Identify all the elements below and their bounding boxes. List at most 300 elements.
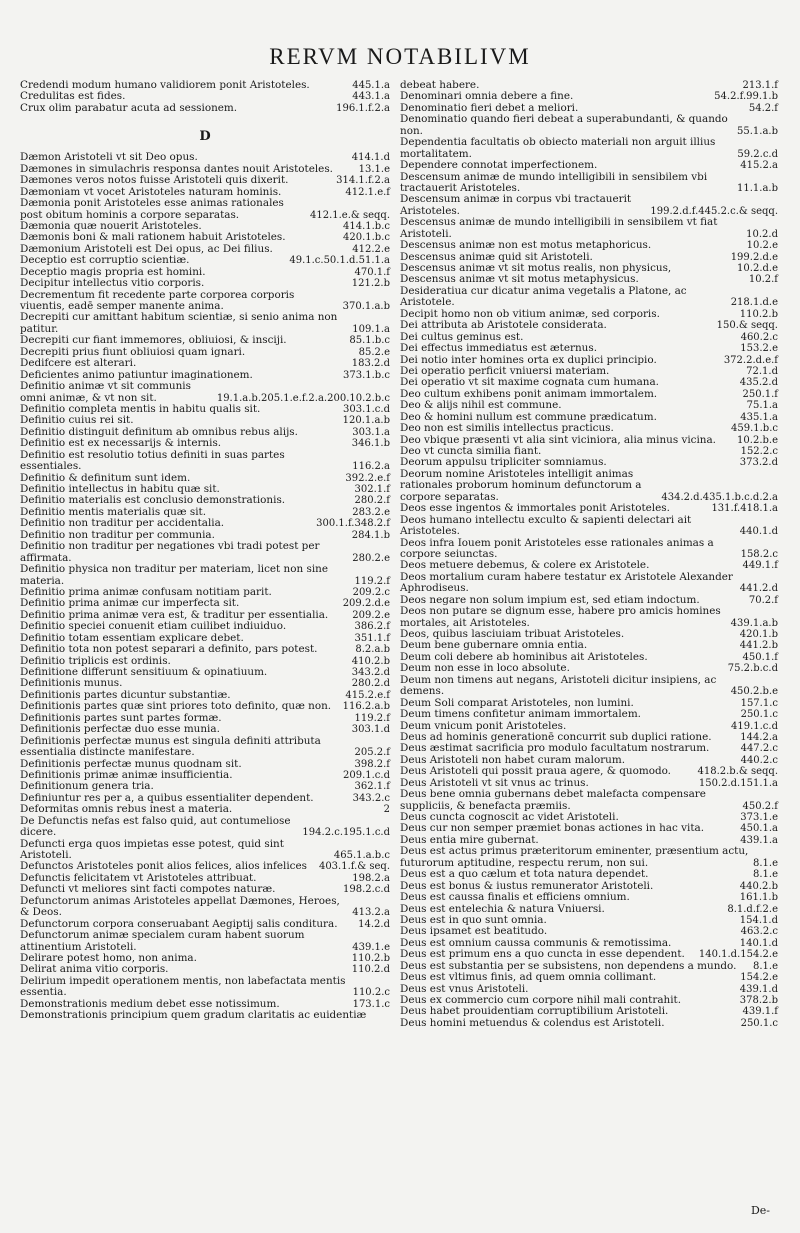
entry-ref: 198.2.a [352, 872, 390, 884]
entry-text: Definitio & definitum sunt idem. [20, 471, 191, 484]
index-entry [20, 1010, 390, 1021]
entry-ref: 343.2.d [351, 667, 390, 678]
entry-text: Deus ad hominis generationē concurrit sub duplici ratione. [400, 730, 712, 743]
entry-ref: 131.f.418.1.a [711, 503, 778, 515]
entry-ref: 110.2.c [352, 987, 390, 999]
entry-text: Deum timens confitetur animam immortalem. [400, 708, 641, 721]
index-entry [400, 1018, 778, 1029]
entry-ref: 373.1.b.c [343, 369, 390, 381]
entry-text: Decipitur intellectus vitio corporis. [20, 277, 205, 290]
index-entry [400, 572, 778, 595]
entry-ref: 119.2.f [354, 712, 390, 724]
entry-text: Deus est substantia per se subsistens, non dependens a mundo. [400, 959, 737, 972]
entry-text: Definitio physica non traditur per materiam, licet non sine materia. [20, 563, 328, 587]
entry-text: Deus est vltimus finis, ad quem omnia collimant. [400, 971, 657, 984]
entry-ref: 420.1.b [739, 629, 778, 640]
entry-text: Dependentia facultatis ob obiecto materiali non arguit illius mortalitatem. [400, 136, 716, 160]
entry-text: Dæmoniam vt vocet Aristoteles naturam hominis. [20, 185, 282, 198]
entry-ref: 415.2.e.f [345, 689, 390, 701]
entry-text: Defuncti erga quos impietas esse potest, quid sint Aristoteli. [20, 837, 284, 861]
entry-text: Deo non est similis intellectus practicus. [400, 422, 614, 435]
catchword: De- [750, 1204, 770, 1217]
entry-ref: 121.2.b [351, 278, 390, 290]
entry-ref: 439.1.d [739, 983, 778, 995]
section-letter: D [199, 129, 211, 145]
entry-text: Dei effectus immediatus est æternus. [400, 342, 597, 355]
index-entry [20, 644, 390, 655]
index-entry [20, 255, 390, 266]
entry-text: Definitio totam essentiam explicare debet. [20, 631, 244, 644]
entry-text: Deos negare non solum impium est, sed etiam indoctum. [400, 593, 700, 606]
entry-ref: 450.1.f [742, 651, 778, 663]
entry-ref: 459.1.b.c [731, 423, 778, 435]
entry-text: Definitio non traditur per accidentalia. [20, 517, 225, 530]
index-entry [400, 286, 778, 309]
entry-ref: 209.1.c.d [343, 769, 390, 781]
entry-text: Dei operatio vt sit maxime cognata cum humana. [400, 376, 659, 389]
left-main-entries [20, 152, 390, 1021]
entry-ref: 70.2.f [748, 594, 778, 606]
entry-ref: 362.1.f [354, 781, 390, 793]
entry-ref: 116.2.a.b [342, 701, 390, 713]
entry-ref: 435.2.d [739, 377, 778, 389]
entry-ref: 10.2.e [746, 240, 778, 252]
entry-text: Deos esse ingentos & immortales ponit Aristoteles. [400, 502, 670, 515]
entry-text: Definitio non traditur per communia. [20, 528, 215, 541]
entry-text: Deus est a quo cælum et tota natura dependet. [400, 868, 649, 881]
entry-ref: 109.1.a [352, 323, 390, 335]
entry-ref: 373.2.d [739, 457, 778, 469]
entry-text: Delirium impedit operationem mentis, non labefactata mentis essentia. [20, 974, 346, 999]
entry-ref: 346.1.b [351, 438, 390, 450]
entry-ref: 419.1.c.d [731, 720, 778, 732]
entry-ref: 2 [383, 804, 390, 816]
entry-ref: 280.2.f [354, 495, 390, 507]
entry-ref: 8.1.e [753, 857, 778, 869]
entry-text: Deus est actus primus præteritorum eminenter, præsentium actu, futurorum aptitudine, respectu rerum, non sui. [400, 845, 749, 869]
index-entry [20, 312, 390, 335]
entry-text: Definitio distinguit definitum ab omnibus rebus alijs. [20, 425, 298, 438]
entry-text: Definitio prima animæ vera est, & traditur per essentialia. [20, 608, 329, 621]
entry-ref: 173.1.c [352, 998, 390, 1010]
entry-ref: 434.2.d.435.1.b.c.d.2.a [661, 491, 778, 503]
index-entry [400, 972, 778, 983]
right-main-entries [400, 80, 778, 1029]
entry-ref: 72.1.d [746, 365, 778, 377]
entry-ref: 450.1.a [740, 823, 778, 835]
entry-text: Denominatio fieri debet a meliori. [400, 101, 579, 114]
entry-ref: 414.1.d [351, 152, 390, 164]
entry-ref: 158.2.c [740, 548, 778, 560]
index-entry [20, 175, 390, 186]
entry-text: Deum bene gubernare omnia entia. [400, 639, 588, 652]
entry-ref: 75.1.a [746, 400, 778, 412]
entry-ref: 439.1.a [740, 834, 778, 846]
entry-text: Demonstrationis medium debet esse notissimum. [20, 997, 280, 1010]
index-entry [400, 709, 778, 720]
entry-ref: 280.2.d [351, 678, 390, 690]
entry-text: Defunctorum animas Aristoteles appellat Dæmones, Heroes, & Deos. [20, 894, 340, 919]
index-entry [400, 538, 778, 561]
entry-ref: 460.2.c [740, 331, 778, 343]
entry-text: Deus cur non semper præmiet bonas actiones in hac vita. [400, 822, 704, 835]
entry-text: Defunctorum corpora conseruabant Aegiptij salis conditura. [20, 917, 338, 930]
entry-text: Deus est bonus & iustus remunerator Aristoteli. [400, 879, 654, 892]
entry-text: Definitionis perfectæ duo esse munia. [20, 723, 220, 736]
entry-ref: 85.2.e [358, 346, 390, 358]
entry-ref: 157.1.c [740, 697, 778, 709]
entry-text: Deos infra Iouem ponit Aristoteles esse rationales animas a corpore seiunctas. [400, 536, 714, 560]
entry-ref: 302.1.f [354, 484, 390, 495]
entry-ref: 54.2.f [748, 102, 778, 114]
entry-text: Definitionis perfectæ munus quodnam sit. [20, 757, 242, 770]
entry-text: Dei cultus geminus est. [400, 330, 524, 343]
entry-text: Descensum animæ in corpus vbi tractauerit Aristoteles. [400, 193, 632, 217]
entry-text: Deficientes animo patiuntur imaginationem. [20, 368, 253, 381]
entry-ref: 14.2.d [358, 918, 390, 930]
entry-text: Dæmon Aristoteli vt sit Deo opus. [20, 151, 198, 164]
index-entry [400, 846, 778, 869]
entry-text: Deus bene omnia gubernans debet malefacta compensare suppliciis, & benefacta præmiis. [400, 788, 706, 812]
entry-ref: 19.1.a.b.205.1.e.f.2.a.200.10.2.b.c [216, 392, 390, 404]
entry-text: Deos non putare se dignum esse, habere pro amicis homines mortales, ait Aristoteles. [400, 605, 721, 629]
entry-ref: 351.1.f [354, 632, 390, 644]
entry-ref: 119.2.f [354, 575, 390, 587]
entry-text: Definitionis partes sunt partes formæ. [20, 711, 222, 724]
index-entry [400, 423, 778, 434]
entry-ref: 8.1.e [753, 960, 778, 972]
entry-ref: 116.2.a [352, 461, 390, 473]
entry-ref: 209.2.d.e [342, 598, 390, 610]
entry-text: Deo cultum exhibens ponit animam immortalem. [400, 387, 658, 400]
entry-text: Deus est vnus Aristoteli. [400, 982, 529, 995]
entry-text: Dedifcere est alterari. [20, 357, 137, 370]
right-column [400, 80, 778, 1029]
entry-ref: 250.1.c [740, 1017, 778, 1029]
entry-text: Defunctorum animæ specialem curam habent suorum attinentium Aristoteli. [20, 929, 305, 953]
entry-ref: 120.1.a.b [342, 415, 390, 427]
entry-text: Deformitas omnis rebus inest a materia. [20, 803, 233, 816]
entry-text: Deus est primum ens a quo cuncta in esse dependent. [400, 948, 685, 961]
entry-text: Deum coli debere ab hominibus ait Aristoteles. [400, 650, 648, 663]
index-entry [400, 160, 778, 171]
entry-ref: 140.1.d [739, 937, 778, 949]
entry-text: Decrepiti prius fiunt obliuiosi quam ignari. [20, 345, 246, 358]
entry-ref: 54.2.f.99.1.b [714, 91, 778, 103]
entry-text: Definiuntur res per a, a quibus essentialiter dependent. [20, 791, 314, 804]
entry-ref: 8.1.e [753, 869, 778, 881]
entry-text: Definitionis partes dicuntur substantiæ. [20, 688, 231, 701]
entry-text: Deo & alijs nihil est commune. [400, 399, 562, 412]
index-entry [400, 789, 778, 812]
index-entry [20, 290, 390, 313]
index-entry [20, 804, 390, 815]
index-entry [20, 278, 390, 289]
entry-ref: 59.2.c.d [737, 148, 778, 160]
entry-text: Deum non esse in loco absolute. [400, 662, 570, 675]
index-entry [400, 606, 778, 629]
entry-text: Dependere connotat imperfectionem. [400, 159, 598, 172]
entry-text: Deorum appulsu tripliciter somniamus. [400, 456, 607, 469]
entry-text: Deos metuere debemus, & colere ex Aristotele. [400, 559, 650, 572]
entry-ref: 447.2.c [740, 743, 778, 755]
entry-ref: 412.1.e.& seqq. [309, 209, 390, 221]
index-entry [20, 976, 390, 999]
index-entry [400, 217, 778, 240]
entry-ref: 403.1.f.& seq. [318, 861, 390, 873]
entry-text: Dæmonia ponit Aristoteles esse animas rationales post obitum hominis a corpore separatas. [20, 197, 284, 221]
entry-ref: 415.2.a [740, 160, 778, 172]
entry-text: Crux olim parabatur acuta ad sessionem. [20, 101, 238, 114]
entry-text: Credendi modum humano validiorem ponit Aristoteles. [20, 79, 310, 91]
entry-text: Definitio cuius rei sit. [20, 414, 134, 427]
entry-text: Delirare potest homo, non anima. [20, 951, 197, 964]
entry-ref: 110.2.b [351, 952, 390, 964]
entry-text: Definitionis partes quæ sint priores toto definito, quæ non. [20, 700, 332, 713]
entry-ref: 154.2.e [740, 972, 778, 984]
index-entry [20, 541, 390, 564]
entry-ref: 410.2.b [351, 655, 390, 667]
running-head: RERVM NOTABILIVM [269, 44, 531, 69]
index-entry [20, 621, 390, 632]
entry-ref: 13.1.e [358, 163, 390, 175]
index-entry [20, 103, 390, 114]
entry-ref: 144.2.a [740, 731, 778, 743]
index-entry [20, 438, 390, 449]
index-entry [400, 869, 778, 880]
entry-ref: 420.1.b.c [343, 232, 390, 244]
entry-ref: 75.2.b.c.d [727, 663, 778, 675]
index-entry [20, 450, 390, 473]
entry-text: Definitio materialis est conclusio demonstrationis. [20, 494, 286, 507]
entry-ref: 450.2.b.e [730, 686, 778, 698]
entry-text: Deo & homini nullum est commune prædicatum. [400, 410, 657, 423]
entry-text: Credulitas est fides. [20, 90, 126, 103]
entry-ref: 303.1.a [352, 426, 390, 438]
index-entry [400, 515, 778, 538]
entry-ref: 250.1.c [740, 709, 778, 721]
index-entry [20, 564, 390, 587]
entry-ref: 386.2.f [354, 621, 390, 633]
entry-text: Denominari omnia debere a fine. [400, 90, 574, 103]
entry-text: Deus ipsamet est beatitudo. [400, 925, 548, 938]
entry-text: Definitio animæ vt sit communis omni animæ, & vt non sit. [20, 380, 191, 404]
entry-text: Deus Aristoteli qui possit praua agere, & quomodo. [400, 765, 671, 778]
entry-ref: 414.1.b.c [343, 220, 390, 232]
entry-ref: 392.2.e.f [345, 472, 390, 484]
entry-ref: 199.2.d.f.445.2.c.& seqq. [650, 205, 778, 217]
entry-text: Definitio non traditur per negationes vbi tradi potest per affirmata. [20, 540, 320, 564]
index-entry [20, 736, 390, 759]
entry-ref: 372.2.d.e.f [723, 354, 778, 366]
entry-ref: 463.2.c [740, 926, 778, 938]
index-entry [20, 381, 390, 404]
entry-ref: 439.1.f [742, 1006, 778, 1018]
entry-ref: 470.1.f [354, 266, 390, 278]
entry-text: Deus cuncta cognoscit ac videt Aristoteli. [400, 811, 619, 823]
entry-text: Definitio prima animæ confusam notitiam parit. [20, 585, 272, 598]
entry-text: Delirat anima vitio corporis. [20, 963, 169, 976]
entry-ref: 194.2.c.195.1.c.d [302, 827, 390, 839]
entry-ref: 303.1.d [351, 724, 390, 736]
entry-ref: 441.2.d [739, 583, 778, 595]
entry-ref: 283.2.e [352, 506, 390, 518]
entry-text: Dæmones in simulachris responsa dantes nouit Aristoteles. [20, 162, 333, 175]
entry-ref: 465.1.a.b.c [333, 850, 390, 861]
index-entry [20, 198, 390, 221]
entry-text: Deus entia mire gubernat. [400, 833, 539, 846]
index-entry [400, 503, 778, 514]
entry-text: Deus æstimat sacrificia pro modulo facultatum nostrarum. [400, 742, 710, 755]
index-entry [20, 358, 390, 369]
entry-text: Defuncti vt meliores sint facti compotes naturæ. [20, 883, 276, 896]
entry-text: Demonstrationis principium quem gradum claritatis ac euidentiæ [20, 1009, 367, 1022]
entry-ref: 198.2.c.d [343, 884, 390, 896]
entry-ref: 370.1.a.b [342, 301, 390, 312]
entry-ref: 161.1.b [739, 892, 778, 904]
entry-ref: 398.2.f [354, 758, 390, 770]
entry-text: Definitionum genera tria. [20, 780, 154, 793]
entry-text: Descensus animæ non est motus metaphoricus. [400, 239, 652, 252]
entry-ref: 440.1.d [739, 526, 778, 538]
entry-text: Deum Soli comparat Aristoteles, non lumini. [400, 696, 634, 709]
index-entry [400, 320, 778, 331]
entry-text: Definitio intellectus in habitu quæ sit. [20, 483, 220, 495]
entry-ref: 209.2.e [352, 609, 390, 621]
entry-ref: 343.2.c [352, 792, 390, 804]
entry-ref: 49.1.c.50.1.d.51.1.a [289, 255, 390, 267]
entry-text: Dei notio inter homines orta ex duplici principio. [400, 353, 657, 366]
entry-text: Decrepiti cur fiant immemores, obliuiosi, & insciji. [20, 334, 287, 347]
entry-ref: 196.1.f.2.a [336, 102, 390, 114]
entry-ref: 10.2.d [746, 228, 778, 240]
entry-text: Definitio prima animæ cur imperfecta sit. [20, 597, 240, 610]
entry-ref: 280.2.e [352, 552, 390, 564]
entry-text: Definitio completa mentis in habitu qualis sit. [20, 402, 261, 415]
entry-ref: 435.1.a [740, 411, 778, 423]
entry-text: Descensus animæ vt sit motus metaphysicus. [400, 273, 639, 286]
entry-text: Dei attributa ab Aristotele considerata. [400, 319, 607, 332]
index-entry [20, 816, 390, 839]
entry-text: Descensus animæ quid sit Aristoteli. [400, 250, 593, 263]
entry-ref: 209.2.c [352, 586, 390, 598]
index-entry [400, 240, 778, 251]
entry-text: Deum non timens aut negans, Aristoteli dicitur insipiens, ac demens. [400, 673, 717, 698]
entry-ref: 303.1.c.d [343, 403, 390, 415]
entry-ref: 439.1.a.b [730, 617, 778, 629]
entry-text: Definitio mentis materialis quæ sit. [20, 505, 206, 518]
entry-text: Deus ex commercio cum corpore nihil mali contrahit. [400, 994, 682, 1006]
entry-ref: 378.2.b [739, 995, 778, 1006]
entry-ref: 418.2.b.& seqq. [697, 766, 778, 778]
entry-text: Definitio est resolutio totius definiti in suas partes essentiales. [20, 448, 285, 473]
entry-text: Definitio speciei conuenit etiam cuilibet indiuiduo. [20, 620, 287, 633]
index-entry [400, 949, 778, 960]
index-entry [400, 675, 778, 698]
entry-ref: 413.2.a [352, 907, 390, 919]
entry-ref: 373.1.e [740, 812, 778, 823]
entry-text: Deorum nomine Aristoteles intelligit animas rationales proborum hominum defunctorum a corpore separatas. [400, 467, 642, 503]
entry-text: Deo vt cuncta similia fiant. [400, 445, 542, 457]
index-entry [400, 400, 778, 411]
entry-ref: 450.2.f [742, 800, 778, 812]
entry-text: Definitione differunt sensitiuum & opinatiuum. [20, 666, 268, 678]
entry-text: Deus habet prouidentiam corruptibilium Aristoteli. [400, 1005, 669, 1018]
entry-ref: 183.2.d [351, 358, 390, 370]
entry-ref: 140.1.d.154.2.e [698, 949, 778, 961]
entry-ref: 445.1.a [352, 80, 390, 91]
entry-text: Dæmonium Aristoteli est Dei opus, ac Dei filius. [20, 242, 273, 255]
entry-text: Definitio tota non potest separari a definito, pars potest. [20, 643, 318, 656]
index-entry [400, 137, 778, 160]
index-entry [400, 194, 778, 217]
index-entry [20, 896, 390, 919]
entry-text: Decipit homo non ob vitium animæ, sed corporis. [400, 307, 660, 320]
entry-ref: 152.2.c [740, 446, 778, 457]
entry-ref: 10.2.f [748, 274, 778, 286]
entry-ref: 314.1.f.2.a [336, 175, 390, 187]
entry-text: Deos humano intellectu exculto & sapienti delectari ait Aristoteles. [400, 513, 692, 538]
entry-ref: 218.1.d.e [730, 297, 778, 309]
entry-text: debeat habere. [400, 79, 480, 91]
entry-ref: 55.1.a.b [737, 125, 778, 137]
entry-ref: 110.2.b [739, 308, 778, 320]
entry-ref: 8.2.a.b [355, 644, 390, 656]
entry-ref: 154.1.d [739, 914, 778, 926]
entry-text: Deos mortalium curam habere testatur ex Aristotele Alexander Aphrodiseus. [400, 570, 733, 595]
entry-text: Deus Aristoteli non habet curam malorum. [400, 753, 626, 766]
index-entry [400, 172, 778, 195]
entry-ref: 284.1.b [351, 529, 390, 541]
entry-text: Definitionis munus. [20, 677, 123, 690]
entry-text: Deos, quibus lasciuiam tribuat Aristoteles. [400, 628, 625, 640]
entry-text: Definitionis primæ animæ insufficientia. [20, 768, 233, 781]
entry-text: Deceptio magis propria est homini. [20, 265, 206, 278]
entry-text: Definitio triplicis est ordinis. [20, 654, 171, 667]
entry-text: Dæmones veros notos fuisse Aristoteli quis dixerit. [20, 174, 289, 187]
entry-text: Deus Aristoteli vt sit vnus ac trinus. [400, 776, 589, 789]
entry-text: Desideratiua cur dicatur anima vegetalis a Platone, ac Aristotele. [400, 284, 687, 309]
entry-ref: 199.2.d.e [730, 251, 778, 263]
entry-text: Defunctos Aristoteles ponit alios felices, alios infelices [20, 860, 307, 873]
entry-ref: 205.2.f [354, 747, 390, 759]
entry-ref: 449.1.f [742, 560, 778, 572]
entry-text: Descensus animæ de mundo intelligibili in sensibilem vt fiat Aristoteli. [400, 216, 718, 240]
entry-text: Definitionis perfectæ munus est singula definiti attributa essentialia distincte manifestare. [20, 734, 321, 759]
entry-ref: 85.1.b.c [349, 335, 390, 347]
index-entry [400, 892, 778, 903]
entry-text: Defunctis felicitatem vt Aristoteles attribuat. [20, 871, 257, 884]
entry-ref: 441.2.b [739, 640, 778, 652]
entry-text: Descensus animæ vt sit motus realis, non physicus, [400, 262, 672, 274]
entry-text: Dei operatio perficit vniuersi materiam. [400, 364, 610, 377]
entry-ref: 153.2.e [740, 343, 778, 355]
entry-text: Deceptio est corruptio scientiæ. [20, 254, 190, 267]
entry-text: Deum vnicum ponit Aristoteles. [400, 719, 567, 732]
entry-text: Decrepiti cur amittant habitum scientiæ, si senio anima non patitur. [20, 311, 338, 335]
entry-text: Descensum animæ de mundo intelligibili in sensibilem vbi tractauerit Aristoteles. [400, 170, 708, 194]
entry-ref: 439.1.e [352, 941, 390, 953]
entry-ref: 10.2.b.e [737, 434, 778, 446]
entry-text: Dæmonia quæ nouerit Aristoteles. [20, 219, 202, 232]
entry-text: Deus homini metuendus & colendus est Aristoteli. [400, 1016, 665, 1029]
entry-ref: 440.2.b [739, 880, 778, 892]
index-entry [400, 766, 778, 777]
index-entry [400, 469, 778, 503]
index-entry [20, 724, 390, 735]
left-top-entries [20, 80, 390, 114]
entry-ref: 213.1.f [742, 80, 778, 91]
